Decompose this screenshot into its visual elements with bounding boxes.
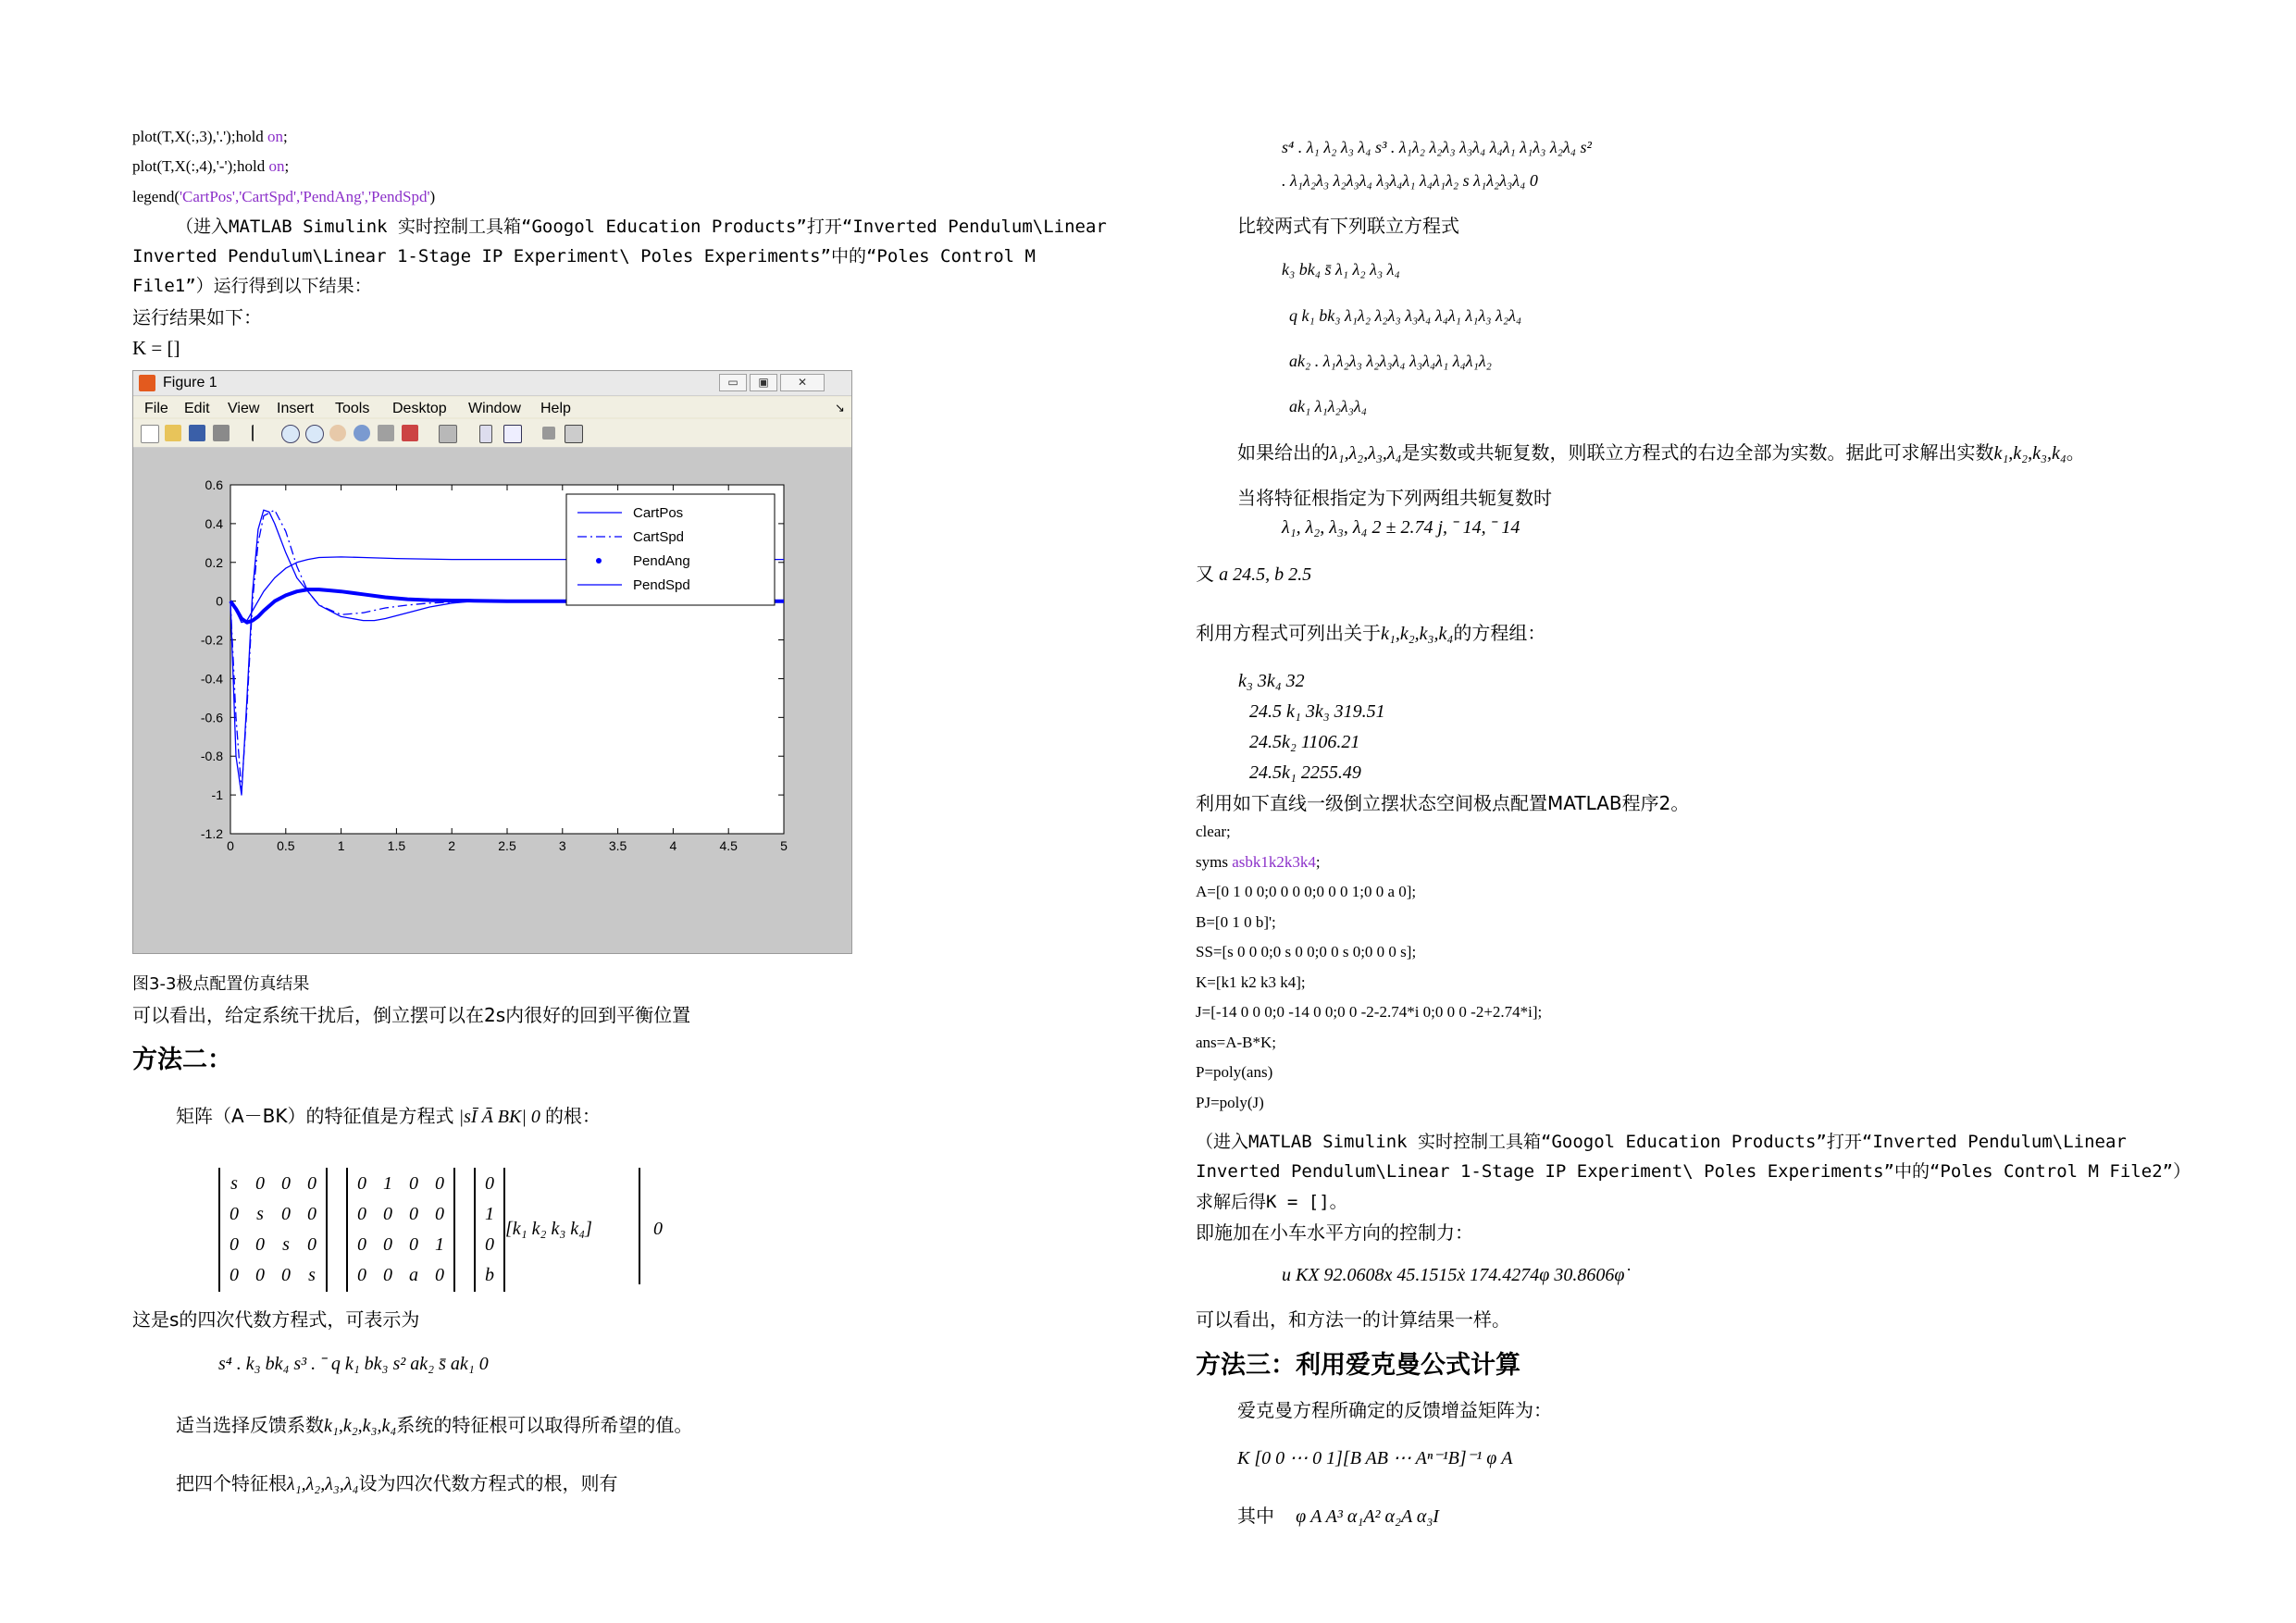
para2-line-3: 求解后得K = []。 [1196, 1192, 1347, 1212]
colorbar-icon[interactable] [479, 425, 492, 443]
roots-text-end: 设为四次代数方程式的根，则有 [358, 1472, 618, 1494]
use-eq-math: k₁,k₂,k₃,k₄ [1381, 624, 1454, 644]
y-tick-label: -0.4 [200, 671, 223, 687]
x-tick-label: 0 [227, 838, 234, 853]
x-tick-label: 4.5 [719, 838, 738, 853]
matrix-s-cell: 0 [281, 1173, 291, 1194]
roots-math: λ₁,λ₂,λ₃,λ₄ [287, 1474, 359, 1494]
ackermann-equation: K [0 0 ⋯ 0 1][B AB ⋯ Aⁿ⁻¹B]⁻¹ φ A [1237, 1448, 1513, 1468]
system2-eq-4: 24.5k₁ 2255.49 [1249, 762, 1361, 783]
matrix-s-cell: s [308, 1265, 316, 1285]
menu-help[interactable]: Help [540, 401, 571, 416]
figure-canvas [133, 448, 851, 953]
matrix-A [346, 1168, 455, 1292]
code2-line [1196, 1004, 1542, 1020]
menu-view[interactable]: View [228, 401, 260, 416]
code-text: ans=A-B*K; [1196, 1033, 1277, 1051]
use-eq-text-end: 的方程组： [1453, 622, 1546, 644]
matrix-s-cell: 0 [307, 1204, 316, 1224]
system1-eq-3: ak₂ . λ₁λ₂λ₃ λ₂λ₃λ₄ λ₃λ₄λ₁ λ₄λ₁λ₂ [1289, 352, 1492, 370]
code2-line [1196, 944, 1416, 960]
quartic-intro: 这是s的四次代数方程式，可表示为 [132, 1308, 420, 1331]
x-tick-label: 5 [780, 838, 788, 853]
matrix-a-cell: 0 [357, 1234, 366, 1255]
code2-line [1196, 824, 1231, 839]
run-result-label: 运行结果如下： [132, 306, 262, 328]
code-text: P=poly(ans) [1196, 1063, 1273, 1081]
y-tick-label: 0.6 [205, 477, 223, 492]
matrix-a-cell: 0 [383, 1265, 392, 1285]
k-result: K = [] [132, 337, 180, 359]
save-icon[interactable] [189, 425, 205, 441]
code-line-3 [132, 189, 435, 204]
use-eq-text: 利用方程式可列出关于 [1196, 622, 1381, 644]
roots-line [176, 1474, 617, 1493]
x-tick-label: 1.5 [387, 838, 406, 853]
m2-intro-end: 的根： [544, 1105, 601, 1127]
code-text: A=[0 1 0 0;0 0 0 0;0 0 0 1;0 0 a 0]; [1196, 883, 1417, 900]
if-text-end: 。 [2066, 441, 2085, 464]
select-math: k₁,k₂,k₃,k₄ [324, 1416, 397, 1436]
matrix-s-cell: 0 [255, 1265, 265, 1285]
menu-file[interactable]: File [144, 401, 168, 416]
pointer-icon[interactable] [252, 425, 263, 441]
ab-text: 又 [1196, 563, 1214, 585]
code2-line [1196, 884, 1416, 899]
legend-marker [596, 558, 602, 564]
code-keyword: asbk1k2k3k4 [1232, 852, 1316, 871]
matrix-a-cell: 0 [409, 1204, 418, 1224]
matrix-s-cell: s [230, 1173, 238, 1194]
para1-line-3: File1”）运行得到以下结果： [132, 276, 372, 296]
matrix-a-cell: 0 [357, 1173, 366, 1194]
code2-line [1196, 1035, 1276, 1050]
legend-label: PendSpd [633, 577, 690, 593]
matrix-s-cell: 0 [281, 1204, 291, 1224]
where-text: 其中 [1237, 1505, 1274, 1527]
y-tick-label: 0 [216, 593, 223, 609]
system2-eq-2: 24.5 k₁ 3k₃ 319.51 [1249, 701, 1385, 722]
real-solution-line [1237, 443, 2085, 463]
m2-intro-line [176, 1107, 601, 1126]
system1-eq-2: q k₁ bk₃ λ₁λ₂ λ₂λ₃ λ₃λ₄ λ₄λ₁ λ₁λ₃ λ₂λ₄ [1289, 306, 1522, 325]
matrix-sI [218, 1168, 328, 1292]
matrix-s-cell: 0 [281, 1265, 291, 1285]
matrix-a-cell: 0 [357, 1265, 366, 1285]
para2-line-1: （进入MATLAB Simulink 实时控制工具箱“Googol Education Products”打开“Inverted Pendulum\Linear [1196, 1132, 2127, 1152]
code2-line [1196, 1095, 1264, 1110]
code-text: syms [1196, 852, 1233, 871]
matrix-a-cell: 0 [383, 1204, 392, 1224]
matrix-s-cell: 0 [230, 1204, 239, 1224]
rotate-3d-icon[interactable] [354, 425, 370, 441]
code2-line [1196, 854, 1321, 870]
matrix-s-cell: s [256, 1204, 264, 1224]
poly-line-1: s⁴ . λ₁ λ₂ λ₃ λ₄ s³ . λ₁λ₂ λ₂λ₃ λ₃λ₄ λ₄λ₁ λ₁λ₃ λ₂λ₄ s² [1282, 138, 1592, 156]
determinant-bar [639, 1168, 640, 1284]
y-tick-label: 0.2 [205, 554, 223, 570]
pan-hand-icon[interactable] [329, 425, 346, 441]
matrix-eq-zero: 0 [653, 1219, 663, 1239]
code-keyword: on [268, 157, 285, 175]
brush-icon[interactable] [402, 425, 418, 441]
matrix-a-cell: 0 [409, 1173, 418, 1194]
compare-text: 比较两式有下列联立方程式 [1237, 215, 1459, 237]
para1-line-1: （进入MATLAB Simulink 实时控制工具箱“Googol Education Products”打开“Inverted Pendulum\Linear [176, 217, 1107, 237]
menu-window[interactable]: Window [468, 401, 521, 416]
system1-eq-1: k₃ bk₄ s̄ λ₁ λ₂ λ₃ λ₄ [1282, 260, 1400, 279]
select-text: 适当选择反馈系数 [176, 1414, 324, 1436]
ab-values-line [1196, 564, 1311, 584]
matrix-a-cell: a [409, 1265, 418, 1285]
system1-eq-4: ak₁ λ₁λ₂λ₃λ₄ [1289, 397, 1367, 415]
code-text: SS=[s 0 0 0;0 s 0 0;0 0 s 0;0 0 0 s]; [1196, 943, 1417, 960]
line-chart [133, 448, 851, 953]
program-intro: 利用如下直线一级倒立摆状态空间极点配置MATLAB程序2。 [1196, 792, 1690, 814]
code-text: clear; [1196, 823, 1231, 840]
code-text: PJ=poly(J) [1196, 1093, 1264, 1111]
minimize-icon[interactable]: ▭ [719, 374, 747, 391]
figure-title-bar [133, 371, 851, 396]
menu-desktop[interactable]: Desktop [392, 401, 447, 416]
system2-eq-1: k₃ 3k₄ 32 [1238, 671, 1305, 691]
code-line-2 [132, 158, 289, 174]
m2-intro-math: |sĪ Ā BK| 0 [458, 1107, 540, 1127]
zoom-out-icon[interactable] [305, 425, 324, 443]
where-equation: φ A A³ α₁A² α₂A α₃I [1296, 1506, 1439, 1527]
matrix-s-cell: 0 [230, 1234, 239, 1255]
ab-math: a 24.5, b 2.5 [1219, 564, 1312, 585]
y-tick-label: -0.8 [200, 749, 223, 764]
quartic-equation: s⁴ . k₃ bk₄ s³ . ˉ q k₁ bk₃ s² ak₂ s̄ ak₁ 0 [218, 1354, 489, 1374]
matrix-s-cell: 0 [255, 1234, 265, 1255]
para1-line-2: Inverted Pendulum\Linear 1-Stage IP Experiment\ Poles Experiments”中的“Poles Control M [132, 246, 1036, 266]
matrix-b-cell: 0 [485, 1234, 494, 1255]
code2-line [1196, 914, 1276, 930]
code-text: B=[0 1 0 b]'; [1196, 912, 1276, 931]
x-tick-label: 2 [448, 838, 456, 853]
print-icon[interactable] [213, 425, 230, 441]
code-text: plot(T,X(:,4),'-');hold [132, 157, 269, 175]
system2-eq-3: 24.5k₂ 1106.21 [1249, 732, 1360, 752]
matrix-b-cell: 0 [485, 1173, 494, 1194]
poly-line-2: . λ₁λ₂λ₃ λ₂λ₃λ₄ λ₃λ₄λ₁ λ₄λ₁λ₂ s λ₁λ₂λ₃λ₄ 0 [1282, 171, 1538, 190]
para2-line-2: Inverted Pendulum\Linear 1-Stage IP Experiment\ Poles Experiments”中的“Poles Control M File2”） [1196, 1161, 2191, 1182]
close-icon[interactable]: ✕ [780, 374, 825, 391]
y-tick-label: 0.4 [205, 515, 223, 531]
x-tick-label: 4 [669, 838, 677, 853]
code-keyword: on [267, 128, 284, 145]
observation-text: 可以看出，给定系统干扰后，倒立摆可以在2s内很好的回到平衡位置 [132, 1004, 691, 1026]
force-equation: u KX 92.0608x 45.1515ẋ 174.4274φ 30.8606φ̇ [1282, 1265, 1625, 1285]
where-line [1237, 1506, 1439, 1526]
matrix-a-cell: 0 [435, 1204, 444, 1224]
link-plot-icon[interactable] [439, 425, 457, 443]
code-text: J=[-14 0 0 0;0 -14 0 0;0 0 -2-2.74*i 0;0 0 0 -2+2.74*i]; [1196, 1003, 1543, 1021]
matrix-a-cell: 0 [383, 1234, 392, 1255]
code-keyword: 'CartPos','CartSpd','PendAng','PendSpd' [179, 188, 430, 205]
matlab-figure-window [132, 370, 852, 954]
select-gains-line [176, 1416, 692, 1435]
select-text-end: 系统的特征根可以取得所希望的值。 [396, 1414, 693, 1436]
legend-label: CartSpd [633, 529, 685, 545]
x-tick-label: 2.5 [498, 838, 516, 853]
data-cursor-icon[interactable] [378, 425, 394, 441]
x-tick-label: 3.5 [608, 838, 627, 853]
figure-toolbar [133, 419, 851, 448]
code2-line [1196, 974, 1306, 990]
figure-menu-bar [133, 397, 851, 417]
matrix-K: [k₁ k₂ k₃ k₄] [505, 1219, 592, 1239]
matrix-b-cell: b [485, 1265, 494, 1285]
matrix-s-cell: 0 [255, 1173, 265, 1194]
matrix-b-cell: 1 [485, 1204, 494, 1224]
menu-insert[interactable]: Insert [277, 401, 315, 416]
method3-heading: 方法三：利用爱克曼公式计算 [1196, 1351, 1520, 1380]
menu-dock-arrow-icon[interactable]: ↘ [835, 401, 845, 415]
matrix-s-cell: s [282, 1234, 290, 1255]
code-text: K=[k1 k2 k3 k4]; [1196, 973, 1306, 991]
new-figure-icon[interactable] [141, 425, 159, 443]
matrix-a-cell: 0 [435, 1173, 444, 1194]
code-text: ) [429, 188, 436, 205]
if-text: 如果给出的 [1237, 441, 1330, 464]
matrix-a-cell: 0 [357, 1204, 366, 1224]
open-file-icon[interactable] [165, 425, 181, 441]
x-tick-label: 1 [337, 838, 345, 853]
code2-line [1196, 1064, 1272, 1080]
menu-edit[interactable]: Edit [184, 401, 210, 416]
figure-caption: 图3-3极点配置仿真结果 [132, 974, 310, 994]
code-text: plot(T,X(:,3),'.');hold [132, 128, 268, 145]
zoom-in-icon[interactable] [281, 425, 300, 443]
matrix-a-cell: 0 [409, 1234, 418, 1255]
legend-label: PendAng [633, 553, 690, 569]
legend-toggle-icon[interactable] [503, 425, 522, 443]
assign-roots-text: 当将特征根指定为下列两组共轭复数时 [1237, 487, 1552, 509]
assign-roots-math: λ₁, λ₂, λ₃, λ₄ 2 ± 2.74 j, ˉ 14, ˉ 14 [1282, 517, 1520, 538]
matrix-s-cell: 0 [307, 1234, 316, 1255]
x-tick-label: 3 [558, 838, 566, 853]
matrix-a-cell: 1 [435, 1234, 444, 1255]
matrix-s-cell: 0 [307, 1173, 316, 1194]
code-line-1 [132, 129, 288, 144]
figure-title: Figure 1 [163, 375, 217, 390]
matrix-a-cell: 0 [435, 1265, 444, 1285]
matlab-logo-icon [139, 375, 155, 391]
show-plot-tools-icon[interactable] [565, 425, 583, 443]
force-text: 即施加在小车水平方向的控制力： [1196, 1221, 1473, 1244]
matrix-s-cell: 0 [230, 1265, 239, 1285]
matrix-B [474, 1168, 505, 1292]
maximize-icon[interactable]: ▣ [750, 374, 777, 391]
ackermann-intro: 爱克曼方程所确定的反馈增益矩阵为： [1237, 1399, 1552, 1421]
m2-intro-text: 矩阵（A－BK）的特征值是方程式 [176, 1105, 454, 1127]
menu-tools[interactable]: Tools [335, 401, 370, 416]
code-text: ; [283, 128, 288, 145]
code-text: ; [1315, 852, 1321, 871]
if-math-lambda: λ₁,λ₂,λ₃,λ₄ [1330, 443, 1402, 464]
roots-text: 把四个特征根 [176, 1472, 287, 1494]
code-text: ; [284, 157, 290, 175]
method2-heading: 方法二： [132, 1046, 232, 1074]
y-tick-label: -0.6 [200, 710, 223, 725]
x-tick-label: 0.5 [277, 838, 295, 853]
same-result-text: 可以看出，和方法一的计算结果一样。 [1196, 1308, 1510, 1331]
y-tick-label: -0.2 [200, 632, 223, 648]
use-eq-line [1196, 624, 1545, 643]
matrix-a-cell: 1 [383, 1173, 392, 1194]
y-tick-label: -1 [211, 787, 223, 803]
code-text: legend( [132, 188, 180, 205]
y-tick-label: -1.2 [200, 826, 223, 841]
if-text-mid: 是实数或共轭复数，则联立方程式的右边全部为实数。据此可求解出实数 [1401, 441, 1994, 464]
hide-plot-tools-icon[interactable] [542, 427, 555, 440]
if-math-k: k₁,k₂,k₃,k₄ [1993, 443, 2066, 464]
legend-label: CartPos [633, 505, 684, 521]
